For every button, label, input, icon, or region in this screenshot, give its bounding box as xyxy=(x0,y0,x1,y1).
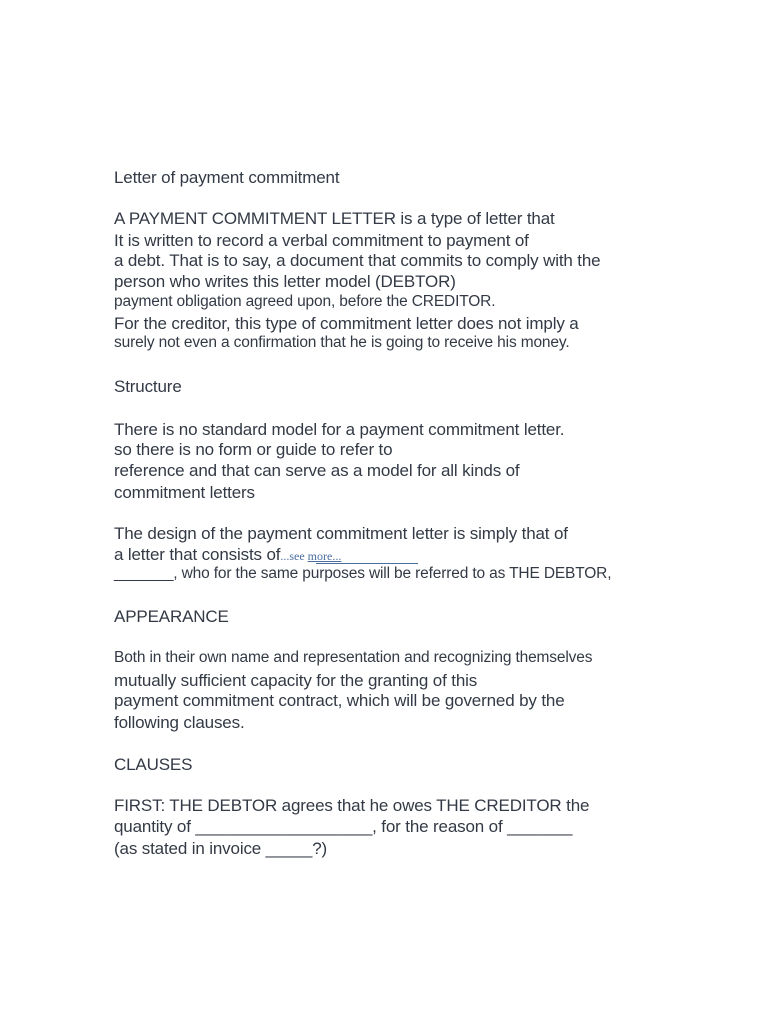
paragraph-line: a debt. That is to say, a document that commits to comply with the xyxy=(114,251,601,270)
clause-line: FIRST: THE DEBTOR agrees that he owes THE CREDITOR the xyxy=(114,796,590,815)
paragraph-line: Both in their own name and representation and recognizing themselves xyxy=(114,649,593,666)
paragraph-line: It is written to record a verbal commitment to payment of xyxy=(114,231,529,250)
paragraph-line: person who writes this letter model (DEBTOR) xyxy=(114,272,456,291)
paragraph-text: a letter that consists of xyxy=(114,545,281,564)
see-more-word: more... xyxy=(307,549,342,563)
section-heading-clauses: CLAUSES xyxy=(114,755,193,774)
paragraph-line: There is no standard model for a payment commitment letter. xyxy=(114,420,565,439)
paragraph-line: reference and that can serve as a model for all kinds of xyxy=(114,461,520,480)
paragraph-line: For the creditor, this type of commitment letter does not imply a xyxy=(114,314,579,333)
paragraph-line: payment obligation agreed upon, before the CREDITOR. xyxy=(114,293,496,310)
clause-line: quantity of ___________________, for the reason of _______ xyxy=(114,817,573,836)
paragraph-line: _______, who for the same purposes will be referred to as THE DEBTOR, xyxy=(114,565,612,582)
paragraph-line: so there is no form or guide to refer to xyxy=(114,440,393,459)
see-more-prefix: ...see xyxy=(280,549,308,563)
paragraph-line-with-see-more xyxy=(114,546,341,563)
paragraph-line: surely not even a confirmation that he is going to receive his money. xyxy=(114,334,570,351)
paragraph-line: following clauses. xyxy=(114,713,245,732)
see-more-underline xyxy=(316,563,418,564)
paragraph-line: commitment letters xyxy=(114,483,255,502)
document-title: Letter of payment commitment xyxy=(114,168,340,187)
paragraph-line: The design of the payment commitment letter is simply that of xyxy=(114,524,568,543)
section-heading-appearance: APPEARANCE xyxy=(114,607,229,626)
paragraph-line: mutually sufficient capacity for the granting of this xyxy=(114,671,478,690)
section-heading-structure: Structure xyxy=(114,377,182,396)
clause-line: (as stated in invoice _____?) xyxy=(114,839,328,858)
paragraph-line: payment commitment contract, which will be governed by the xyxy=(114,691,565,710)
paragraph-line: A PAYMENT COMMITMENT LETTER is a type of letter that xyxy=(114,209,555,228)
see-more-link[interactable] xyxy=(280,549,341,563)
